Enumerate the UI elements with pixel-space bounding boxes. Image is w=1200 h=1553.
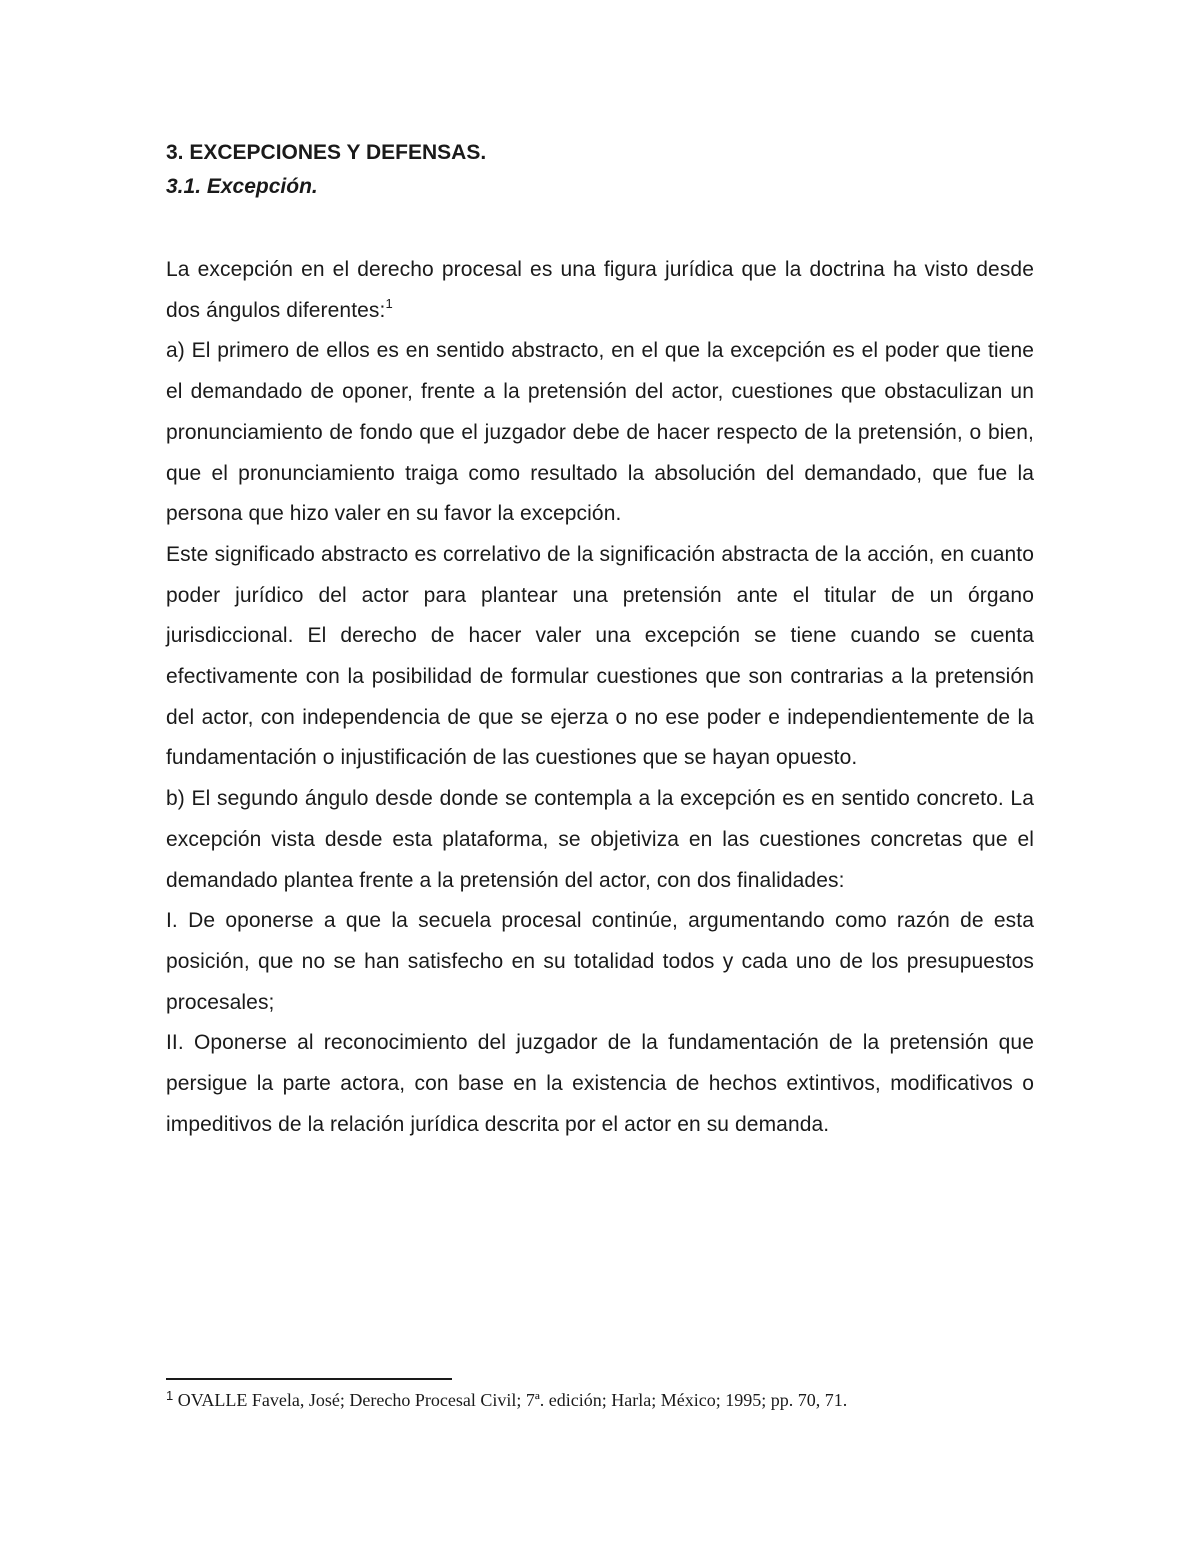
footnote-number: 1	[166, 1388, 174, 1403]
paragraph-abstract-sense: a) El primero de ellos es en sentido abstracto, en el que la excepción es el poder que tiene el demandado de oponer, frente a la pretensión del actor, cuestiones que obstaculizan un pronunciamiento de fondo que el juzgador debe de hacer respecto de la pretensión, o bien, que el pronunciamiento traiga como resultado la absolución del demandado, que fue la persona que hizo valer en su favor la excepción.	[166, 339, 1034, 526]
footnote	[166, 1388, 1066, 1412]
spacer	[166, 202, 1034, 250]
footnote-divider	[166, 1378, 452, 1380]
footnote-reference[interactable]: 1	[385, 295, 393, 311]
intro-paragraph	[166, 250, 1034, 331]
section-heading: 3. EXCEPCIONES Y DEFENSAS.	[166, 141, 487, 164]
document-body	[166, 138, 1034, 1145]
paragraph-correlative-meaning: Este significado abstracto es correlativo de la significación abstracta de la acción, en cuanto poder jurídico del actor para plantear una pretensión ante el titular de un órgano jurisdiccional. El derecho de hacer valer una excepción se tiene cuando se cuenta efectivamente con la posibilidad de formular cuestiones que son contrarias a la pretensión del actor, con independencia de que se ejerza o no ese poder e independientemente de la fundamentación o injustificación de las cuestiones que se hayan opuesto.	[166, 542, 1034, 770]
paragraph-purpose-one: I. De oponerse a que la secuela procesal continúe, argumentando como razón de esta posición, que no se han satisfecho en su totalidad todos y cada uno de los presupuestos procesales;	[166, 909, 1034, 1014]
intro-text: La excepción en el derecho procesal es una figura jurídica que la doctrina ha visto desde dos ángulos diferentes:	[166, 258, 1034, 322]
paragraph-concrete-sense: b) El segundo ángulo desde donde se contempla a la excepción es en sentido concreto. La excepción vista desde esta plataforma, se objetiviza en las cuestiones concretas que el demandado plantea frente a la pretensión del actor, con dos finalidades:	[166, 787, 1034, 892]
paragraph-purpose-two: II. Oponerse al reconocimiento del juzgador de la fundamentación de la pretensión que persigue la parte actora, con base en la existencia de hechos extintivos, modificativos o impeditivos de la relación jurídica descrita por el actor en su demanda.	[166, 1031, 1034, 1136]
subsection-heading: 3.1. Excepción.	[166, 175, 318, 198]
footnote-text: OVALLE Favela, José; Derecho Procesal Civil; 7ª. edición; Harla; México; 1995; pp. 70, 71.	[177, 1390, 848, 1410]
